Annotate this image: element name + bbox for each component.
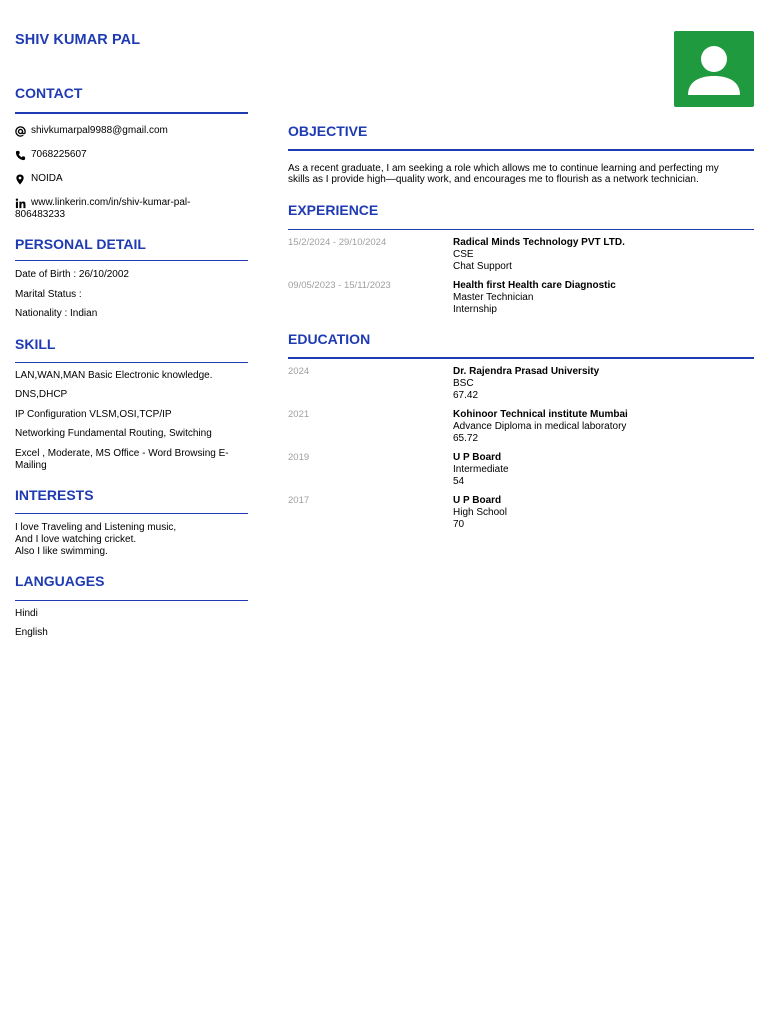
candidate-name: SHIV KUMAR PAL <box>15 32 141 48</box>
user-avatar-icon <box>674 31 754 107</box>
at-icon <box>15 125 31 137</box>
education-org: Kohinoor Technical institute Mumbai <box>453 409 628 420</box>
location-text: NOIDA <box>31 173 63 184</box>
education-line: 70 <box>453 519 465 530</box>
education-org: Dr. Rajendra Prasad University <box>453 366 600 377</box>
linkedin-icon <box>15 197 31 209</box>
email-text[interactable]: shivkumarpal9988@gmail.com <box>31 125 168 136</box>
education-year: 2017 <box>288 495 310 506</box>
contact-linkedin-row <box>15 197 245 209</box>
skill-item: Networking Fundamental Routing, Switching <box>15 428 212 439</box>
objective-divider <box>288 149 754 151</box>
education-line: High School <box>453 507 507 518</box>
skill-item: DNS,DHCP <box>15 389 68 400</box>
experience-divider <box>288 229 754 230</box>
personal-dob: Date of Birth : 26/10/2002 <box>15 269 129 280</box>
personal-divider <box>15 260 248 261</box>
language-item: English <box>15 627 48 638</box>
skill-item: IP Configuration VLSM,OSI,TCP/IP <box>15 409 172 420</box>
objective-line-1: As a recent graduate, I am seeking a role which allows me to continue learning and perfecting my <box>288 163 719 174</box>
education-line: BSC <box>453 378 474 389</box>
contact-phone-row <box>15 149 245 161</box>
contact-location-row <box>15 173 245 185</box>
contact-email-row <box>15 125 245 137</box>
education-year: 2019 <box>288 452 310 463</box>
education-title: EDUCATION <box>288 331 371 347</box>
experience-line: CSE <box>453 249 474 260</box>
interests-title: INTERESTS <box>15 487 94 503</box>
education-divider <box>288 357 754 359</box>
experience-line: Chat Support <box>453 261 512 272</box>
personal-detail-title: PERSONAL DETAIL <box>15 236 146 252</box>
education-year: 2024 <box>288 366 310 377</box>
contact-title: CONTACT <box>15 85 83 101</box>
education-year: 2021 <box>288 409 310 420</box>
languages-divider <box>15 600 248 601</box>
location-pin-icon <box>15 173 31 185</box>
languages-title: LANGUAGES <box>15 573 105 589</box>
personal-nationality: Nationality : Indian <box>15 308 98 319</box>
education-line: Advance Diploma in medical laboratory <box>453 421 627 432</box>
phone-text[interactable]: 7068225607 <box>31 149 87 160</box>
education-line: 67.42 <box>453 390 479 401</box>
experience-line: Internship <box>453 304 497 315</box>
education-line: 65.72 <box>453 433 479 444</box>
interests-line: Also I like swimming. <box>15 546 108 557</box>
skill-divider <box>15 362 248 363</box>
interests-divider <box>15 513 248 514</box>
skill-title: SKILL <box>15 336 56 352</box>
objective-line-2: skills as I provide high—quality work, and encourages me to flourish as a network technician. <box>288 174 699 185</box>
skill-item: Excel , Moderate, MS Office - Word Browsing E- <box>15 448 229 459</box>
education-line: 54 <box>453 476 465 487</box>
education-line: Intermediate <box>453 464 509 475</box>
linkedin-line-1: www.linkerin.com/in/shiv-kumar-pal- <box>31 197 191 208</box>
experience-dates: 15/2/2024 - 29/10/2024 <box>288 237 387 248</box>
experience-org: Health first Health care Diagnostic <box>453 280 616 291</box>
contact-divider <box>15 112 248 114</box>
education-org: U P Board <box>453 495 502 506</box>
experience-dates: 09/05/2023 - 15/11/2023 <box>288 280 391 291</box>
avatar <box>674 31 754 107</box>
experience-org: Radical Minds Technology PVT LTD. <box>453 237 625 248</box>
linkedin-line-2[interactable]: 806483233 <box>15 209 66 220</box>
skill-item: LAN,WAN,MAN Basic Electronic knowledge. <box>15 370 213 381</box>
interests-line: And I love watching cricket. <box>15 534 137 545</box>
phone-icon <box>15 149 31 161</box>
linkedin-text[interactable] <box>31 197 245 209</box>
interests-line: I love Traveling and Listening music, <box>15 522 177 533</box>
objective-title: OBJECTIVE <box>288 123 368 139</box>
skill-item: Mailing <box>15 460 47 471</box>
experience-line: Master Technician <box>453 292 534 303</box>
personal-marital: Marital Status : <box>15 289 82 300</box>
experience-title: EXPERIENCE <box>288 202 379 218</box>
education-org: U P Board <box>453 452 502 463</box>
language-item: Hindi <box>15 608 38 619</box>
